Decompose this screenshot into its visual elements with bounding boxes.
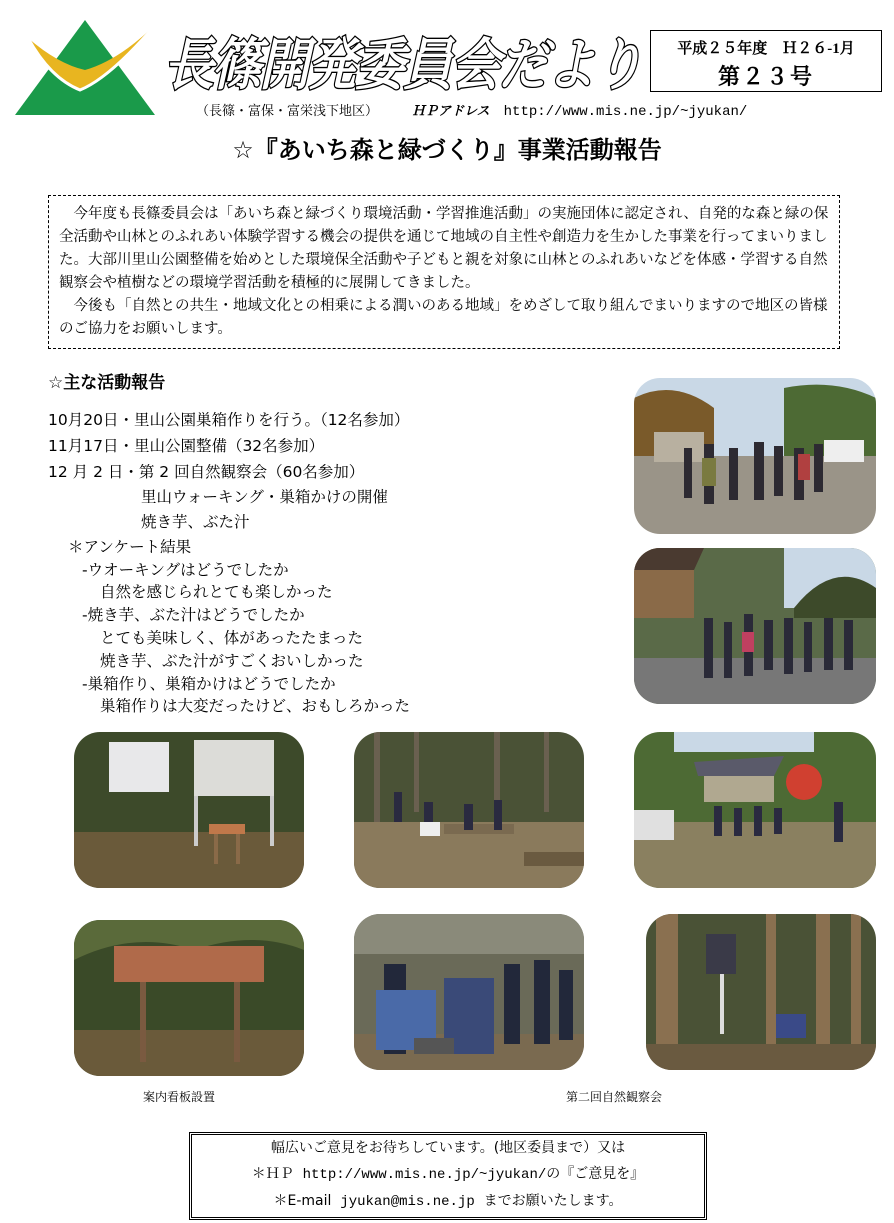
photo-forest-benches [354, 732, 584, 888]
activity-item: 12 月 2 日・第 2 回自然観察会（60名参加） [48, 463, 365, 481]
activity-item: 焼き芋、ぶた汁 [141, 513, 250, 531]
photo-temple-crowd [634, 548, 876, 704]
feedback-hp-url[interactable]: http://www.mis.ne.jp/~jyukan/ [302, 1167, 547, 1183]
intro-paragraph-1: 今年度も長篠委員会は「あいち森と緑づくり環境活動・学習推進活動」の実施団体に認定され、自発的な森と緑の保全活動や山林とのふれあい体験学習する機会の提供を通じて地域の自主性や創造力を生かした事業を行ってまいりました。大部川里山公園整備を始めとした環境保全活動や子どもと親を対象に山林とのふれあいなどを体感・学習する自然観察会や植樹などの環境学習活動を積極的に展開してきました。 [59, 206, 829, 291]
photo-walking-course-sign [74, 920, 304, 1076]
hp-label: ＨＰアドレス [412, 104, 490, 119]
survey-question: -巣箱作り、巣箱かけはどうでしたか [82, 675, 336, 693]
caption-signboard: 案内看板設置 [143, 1090, 216, 1104]
feedback-email[interactable]: jyukan@mis.ne.jp [340, 1194, 475, 1210]
feedback-box [189, 1132, 707, 1220]
feedback-line-1: 幅広いご意見をお待ちしています。(地区委員まで）又は [270, 1140, 626, 1156]
intro-box [48, 195, 840, 349]
survey-answer: 焼き芋、ぶた汁がすごくおいしかった [100, 652, 364, 670]
feedback-line-2 [192, 1161, 704, 1188]
activity-item: 10月20日・里山公園巣箱作りを行う。（12名参加） [48, 411, 410, 429]
email-suffix: までお願いたします。 [483, 1193, 623, 1209]
survey-question: -ウオーキングはどうでしたか [82, 561, 289, 579]
photo-temple-children [634, 732, 876, 888]
logo-triangle [15, 20, 155, 115]
issue-number: 第２３号 [717, 64, 814, 89]
survey-answer: 巣箱作りは大変だったけど、おもしろかった [100, 697, 411, 715]
survey-title: ＊アンケート結果 [68, 538, 192, 556]
issue-box [650, 30, 882, 92]
hp-url[interactable]: http://www.mis.ne.jp/~jyukan/ [503, 104, 748, 120]
issue-date: 平成２５年度 Ｈ２６-1月 [677, 41, 855, 57]
page-headline: ☆『あいち森と緑づくり』事業活動報告 [232, 136, 662, 164]
photo-birdhouse-hanging [646, 914, 876, 1070]
email-prefix: ＊E-mail [273, 1193, 332, 1209]
feedback-line-3 [192, 1188, 704, 1215]
hp-prefix: ＊ＨＰ [251, 1166, 294, 1182]
photo-signboards [74, 732, 304, 888]
survey-answer: とても美味しく、体があったたまった [100, 629, 364, 647]
activity-item: 里山ウォーキング・巣箱かけの開催 [141, 488, 388, 506]
photo-parking-gathering [634, 378, 876, 534]
activities-heading: ☆主な活動報告 [48, 373, 166, 393]
masthead-title-text: 長篠開発委員会だより [164, 33, 642, 98]
activity-item: 11月17日・里山公園整備（32名参加） [48, 437, 325, 455]
masthead-subtitle [196, 100, 747, 120]
intro-paragraph-2: 今後も「自然との共生・地域文化との相乗による潤いのある地域」をめざして取り組んでまいりますので地区の皆様のご協力をお願いします。 [59, 298, 828, 337]
committee-logo [10, 8, 160, 118]
hp-suffix: の『ご意見を』 [546, 1166, 645, 1182]
survey-answer: 自然を感じられとても楽しかった [100, 583, 333, 601]
survey-question: -焼き芋、ぶた汁はどうでしたか [82, 606, 305, 624]
photo-cooking-sweet-potato [354, 914, 584, 1070]
caption-nature-watch: 第二回自然観察会 [566, 1090, 663, 1104]
district-label: （長篠・富保・富栄浅下地区） [196, 104, 379, 119]
masthead-title [160, 22, 650, 100]
